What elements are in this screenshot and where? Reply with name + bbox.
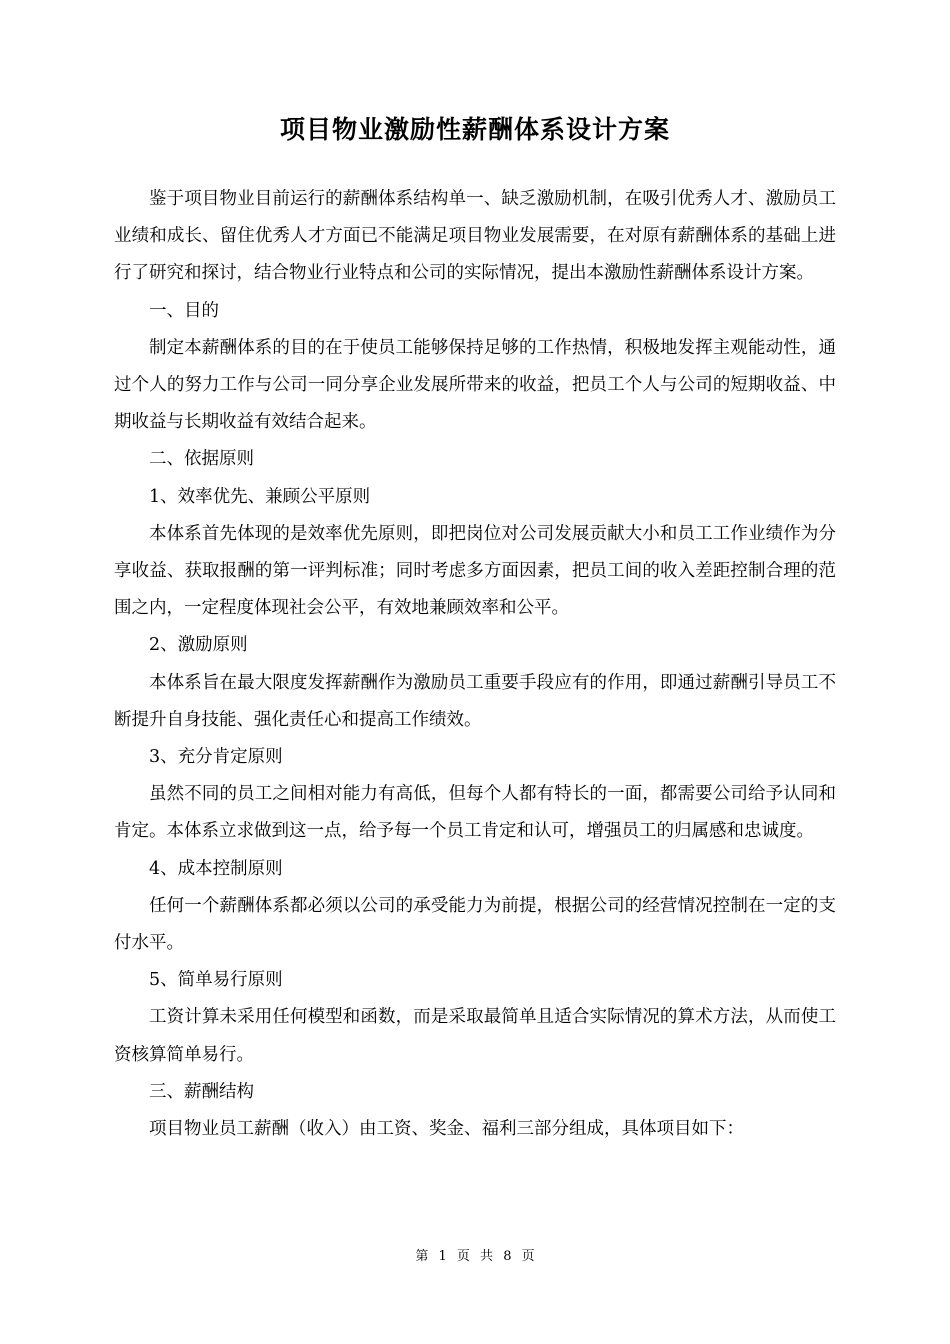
section-heading-structure: 三、薪酬结构 — [149, 1081, 254, 1102]
principle-paragraph-recognition: 虽然不同的员工之间相对能力有高低，但每个人都有特长的一面，都需要公司给予认同和肯定。本体系立求做到这一点，给予每一个员工肯定和认可，增强员工的归属感和忠诚度。 — [114, 784, 836, 842]
principle-paragraph-cost: 任何一个薪酬体系都必须以公司的承受能力为前提，根据公司的经营情况控制在一定的支付水平。 — [114, 895, 836, 954]
principle-heading-efficiency: 1、效率优先、兼顾公平原则 — [149, 486, 371, 507]
page-footer: 第 1 页 共 8 页 — [415, 1249, 535, 1264]
intro-paragraph: 鉴于项目物业目前运行的薪酬体系结构单一、缺乏激励机制，在吸引优秀人才、激励员工业绩和成长、留住优秀人才方面已不能满足项目物业发展需要，在对原有薪酬体系的基础上进行了研究和探讨，结合物业行业特点和公司的实际情况，提出本激励性薪酬体系设计方案。 — [114, 189, 836, 284]
purpose-paragraph: 制定本薪酬体系的目的在于使员工能够保持足够的工作热情，积极地发挥主观能动性，通过个人的努力工作与公司一同分享企业发展所带来的收益，把员工个人与公司的短期收益、中期收益与长期收益有效结合起来。 — [114, 337, 836, 433]
principle-heading-cost: 4、成本控制原则 — [149, 858, 283, 879]
principle-heading-simple: 5、简单易行原则 — [149, 970, 283, 991]
principle-paragraph-simple: 工资计算未采用任何模型和函数，而是采取最简单且适合实际情况的算术方法，从而使工资核算简单易行。 — [114, 1007, 836, 1065]
section-heading-purpose: 一、目的 — [149, 300, 219, 321]
document-body — [114, 181, 836, 1148]
principle-heading-recognition: 3、充分肯定原则 — [149, 747, 283, 768]
document-title: 项目物业激励性薪酬体系设计方案 — [279, 115, 670, 144]
principle-heading-incentive: 2、激励原则 — [149, 635, 248, 656]
structure-paragraph: 项目物业员工薪酬（收入）由工资、奖金、福利三部分组成，具体项目如下： — [149, 1119, 744, 1140]
section-heading-principles: 二、依据原则 — [149, 449, 254, 470]
principle-paragraph-efficiency: 本体系首先体现的是效率优先原则，即把岗位对公司发展贡献大小和员工工作业绩作为分享收益、获取报酬的第一评判标准；同时考虑多方面因素，把员工间的收入差距控制合理的范围之内，一定程度体现社会公平，有效地兼顾效率和公平。 — [114, 523, 836, 619]
principle-paragraph-incentive: 本体系旨在最大限度发挥薪酬作为激励员工重要手段应有的作用，即通过薪酬引导员工不断提升自身技能、强化责任心和提高工作绩效。 — [114, 672, 836, 730]
